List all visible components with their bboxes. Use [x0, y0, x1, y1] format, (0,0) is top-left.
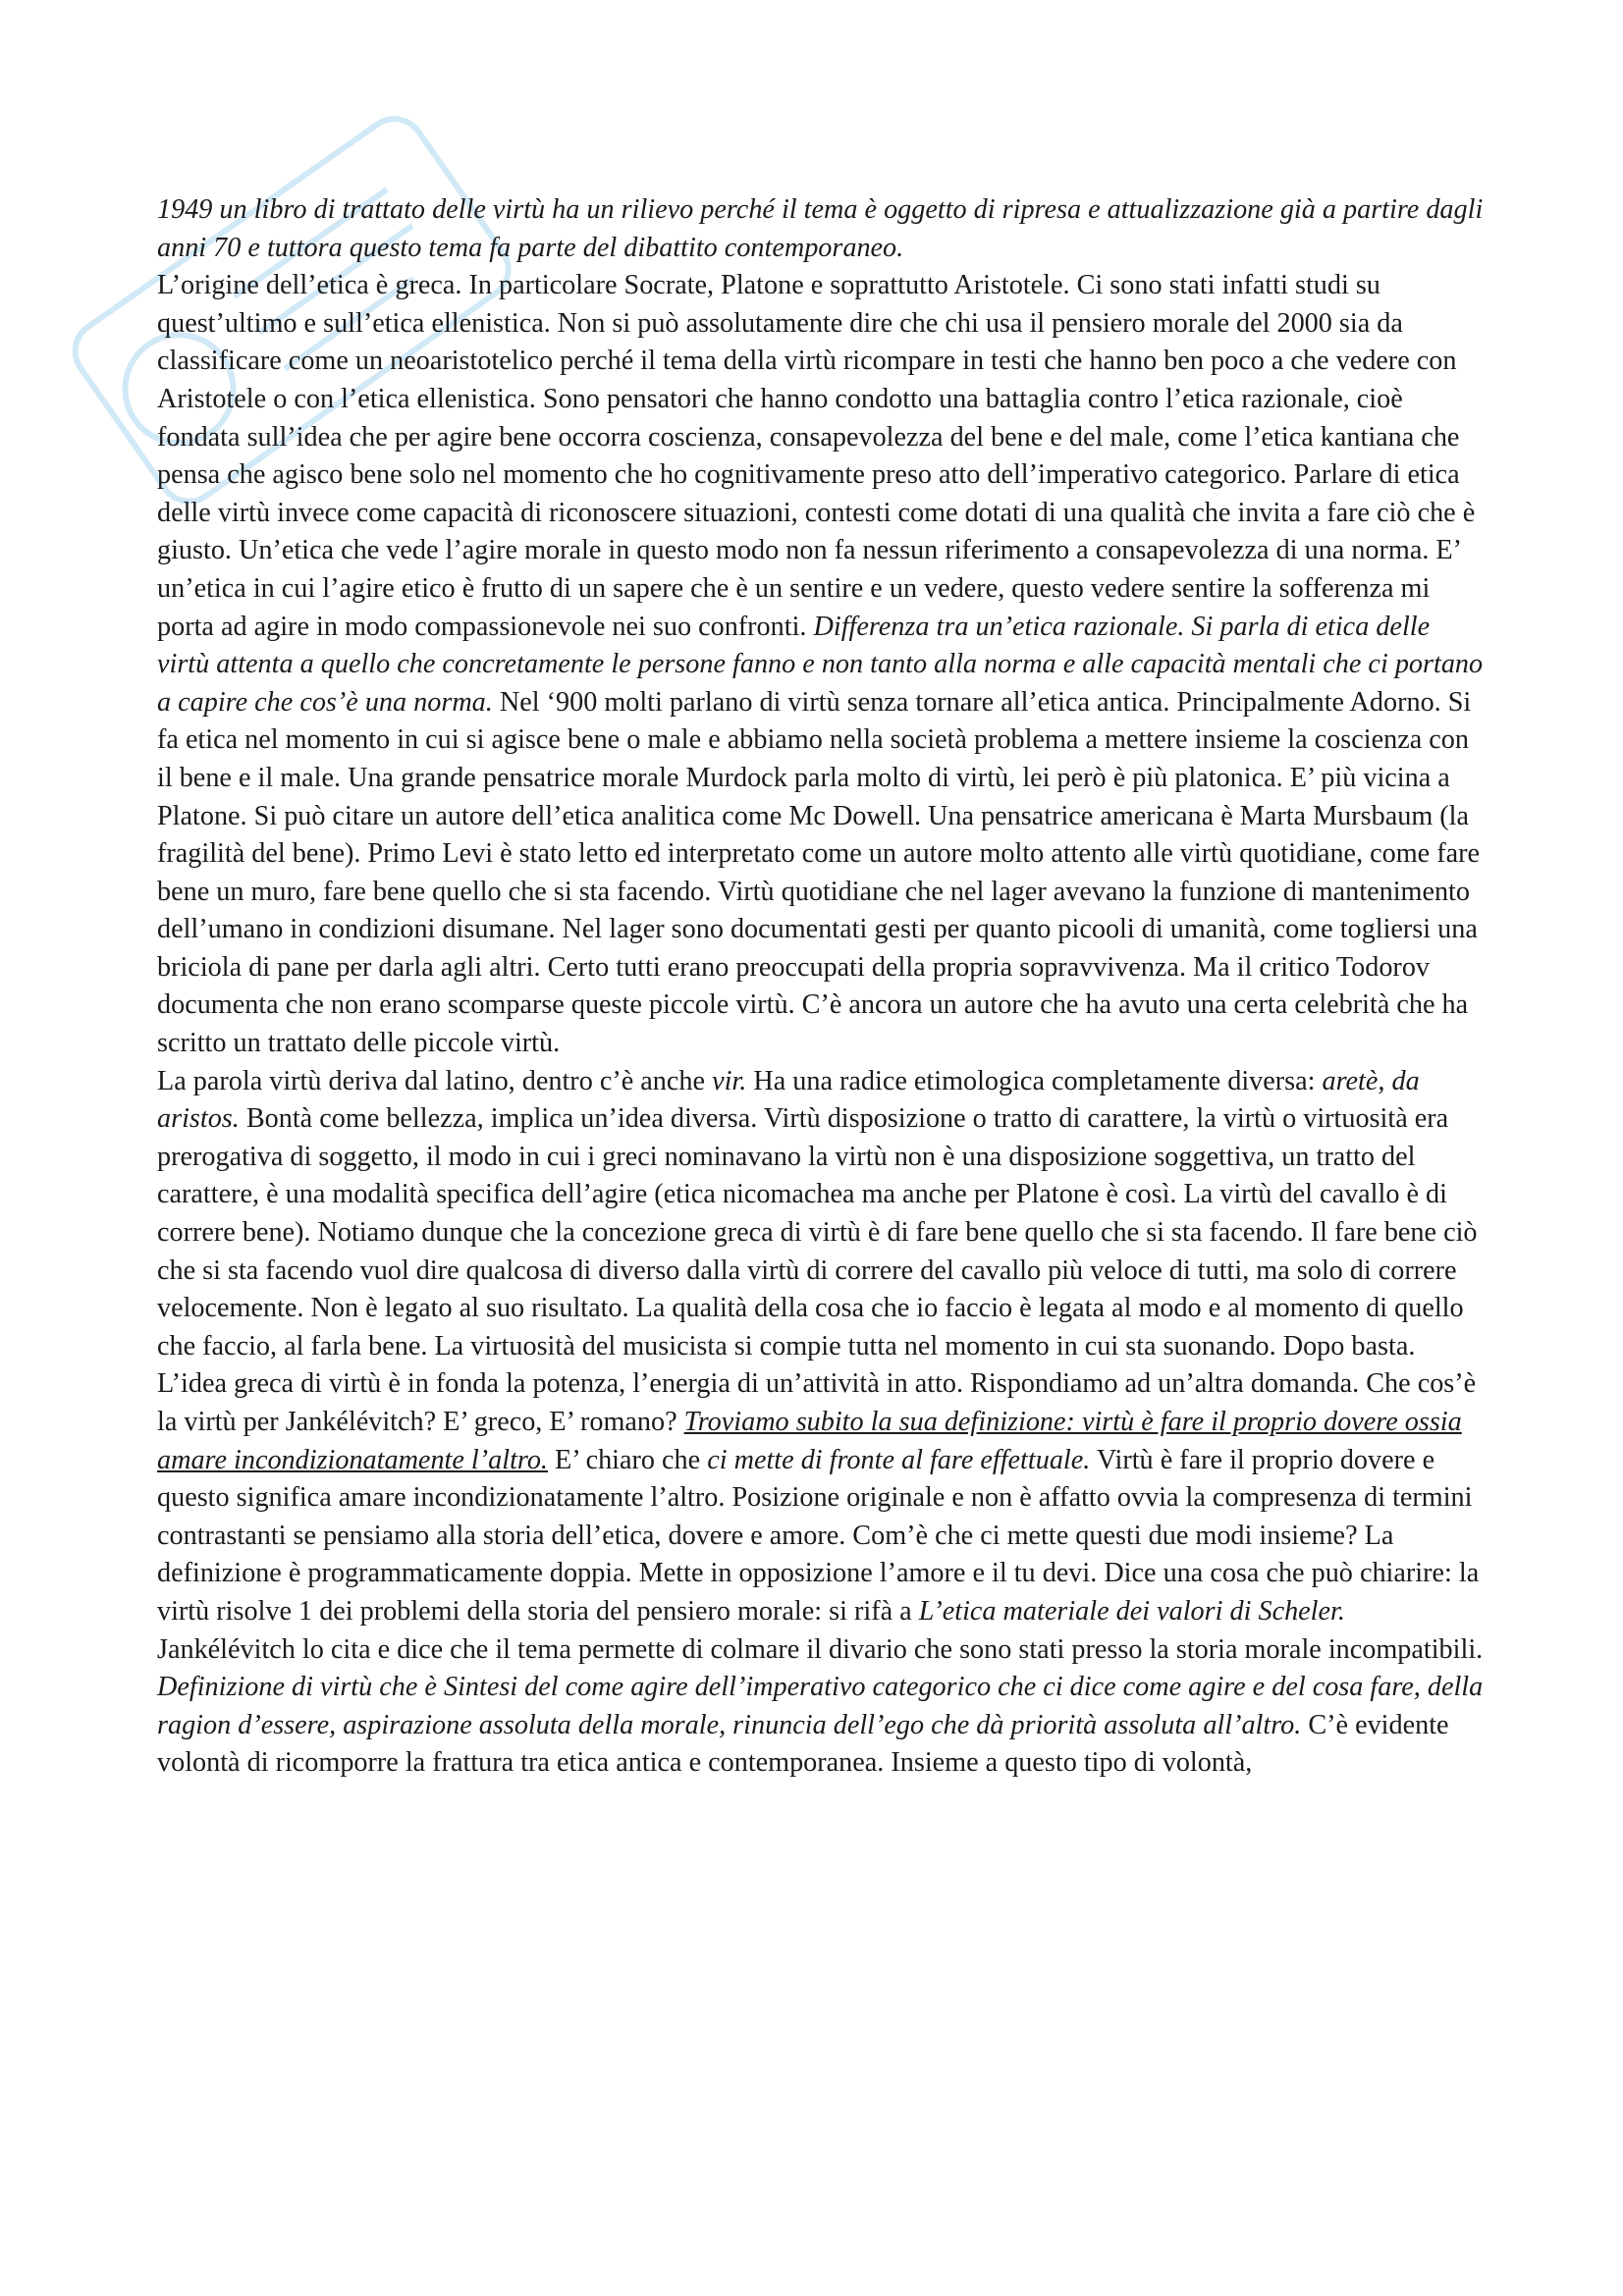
text-run: Jankélévitch lo cita e dice che il tema permette di colmare il divario che sono stati presso la storia morale incompatibili. [157, 1633, 1484, 1665]
text-run: aretè, da aristos. [157, 1065, 1420, 1135]
text-run: La parola virtù deriva dal latino, dentro c’è anche [157, 1065, 713, 1096]
text-run: Bontà come bellezza, implica un’idea diversa. Virtù disposizione o tratto di carattere, la virtù o virtuosità era prerogativa di soggetto, il modo in cui i greci nominavano la virtù non è una disposizione soggettiva, un tratto del carattere, è una modalità specifica dell’agire (etica nicomachea ma anche per Platone è così. La virtù del cavallo è di correre bene). Notiamo dunque che la concezione greca di virtù è di fare bene quello che si sta facendo. Il fare bene ciò che si sta facendo vuol dire qualcosa di diverso dalla virtù di correre del cavallo più veloce di tutti, ma solo di correre velocemente. Non è legato al suo risultato. La qualità della cosa che io faccio è legata al modo e al momento di quello che faccio, al farla bene. La virtuosità del musicista si compie tutta nel momento in cui sta suonando. Dopo basta. L’idea greca di virtù è in fonda la potenza, l’energia di un’attività in atto. Rispondiamo ad un’altra domanda. Che cos’è la virtù per Jankélévitch? E’ greco, E’ romano? [157, 1103, 1478, 1437]
text-run: L’origine dell’etica è greca. In particolare Socrate, Platone e soprattutto Aristotele. Ci sono stati infatti studi su quest’ultimo e sull’etica ellenistica. Non si può assolutamente dire che chi usa il pensiero morale del 2000 sia da classificare come un neoaristotelico perché il tema della virtù ricompare in testi che hanno ben poco a che vedere con Aristotele o con l’etica ellenistica. Sono pensatori che hanno condotto una battaglia contro l’etica razionale, cioè fondata sull’idea che per agire bene occorra coscienza, consapevolezza del bene e del male, come l’etica kantiana che pensa che agisco bene solo nel momento che ho cognitivamente preso atto dell’imperativo categorico. Parlare di etica delle virtù invece come capacità di riconoscere situazioni, contesti come dotati di una qualità che invita a fare ciò che è giusto. Un’etica che vede l’agire morale in questo modo non fa nessun riferimento a consapevolezza di una norma. E’ un’etica in cui l’agire etico è frutto di un sapere che è un sentire e un vedere, questo vedere sentire la sofferenza mi porta ad agire in modo compassionevole nei suo confronti. [157, 270, 1476, 642]
text-run: Troviamo subito la sua definizione: virtù è fare il proprio dovere ossia amare incondizionatamente l’altro. [157, 1407, 1462, 1475]
text-run: Virtù è fare il proprio dovere e questo significa amare incondizionatamente l’altro. Posizione originale e non è affatto ovvia la compresenza di termini contrastanti se pensiamo alla storia dell’etica, dovere e amore. Com’è che ci mette questi due modi insieme? La definizione è programmaticamente doppia. Mette in opposizione l’amore e il tu devi. Dice una cosa che può chiarire: la virtù risolve 1 dei problemi della storia del pensiero morale: si rifà a [157, 1444, 1480, 1627]
text-run: 1949 un libro di trattato delle virtù ha un rilievo perché il tema è oggetto di ripresa e attualizzazione già a partire dagli anni 70 e tuttora questo tema fa parte del dibattito contemporaneo. [157, 194, 1484, 263]
text-run: L’etica materiale dei valori di Scheler. [918, 1595, 1345, 1627]
text-run: ci mette di fronte al fare effettuale. [707, 1444, 1091, 1475]
text-run: Ha una radice etimologica completamente diversa: [746, 1065, 1323, 1096]
paragraph [157, 267, 1488, 1062]
document-body [157, 191, 1488, 1783]
text-run: C’è evidente volontà di ricomporre la frattura tra etica antica e contemporanea. Insieme a questo tipo di volontà, [157, 1709, 1449, 1779]
text-run: E’ chiaro che [547, 1444, 708, 1475]
text-run: Definizione di virtù che è Sintesi del come agire dell’imperativo categorico che ci dice come agire e del cosa fare, della ragion d’essere, aspirazione assoluta della morale, rinuncia dell’ego che dà priorità assoluta all’altro. [157, 1672, 1484, 1740]
paragraph [157, 191, 1488, 267]
text-run: Differenza tra un’etica razionale. Si parla di etica delle virtù attenta a quello che concretamente le persone fanno e non tanto alla norma e alle capacità mentali che ci portano a capire che cos’è una norma. [157, 611, 1484, 718]
text-run: vir. [712, 1065, 747, 1096]
text-run: Nel ‘900 molti parlano di virtù senza tornare all’etica antica. Principalmente Adorno. Si fa etica nel momento in cui si agisce bene o male e abbiamo nella società problema a mettere insieme la coscienza con il bene e il male. Una grande pensatrice morale Murdock parla molto di virtù, lei però è più platonica. E’ più vicina a Platone. Si può citare un autore dell’etica analitica come Mc Dowell. Una pensatrice americana è Marta Mursbaum (la fragilità del bene). Primo Levi è stato letto ed interpretato come un autore molto attento alle virtù quotidiane, come fare bene un muro, fare bene quello che si sta facendo. Virtù quotidiane che nel lager avevano la funzione di mantenimento dell’umano in condizioni disumane. Nel lager sono documentati gesti per quanto picooli di umanità, come togliersi una briciola di pane per darla agli altri. Certo tutti erano preoccupati della propria sopravvivenza. Ma il critico Todorov documenta che non erano scomparse queste piccole virtù. C’è ancora un autore che ha avuto una certa celebrità che ha scritto un trattato delle piccole virtù. [157, 686, 1481, 1059]
paragraph [157, 1063, 1488, 1783]
